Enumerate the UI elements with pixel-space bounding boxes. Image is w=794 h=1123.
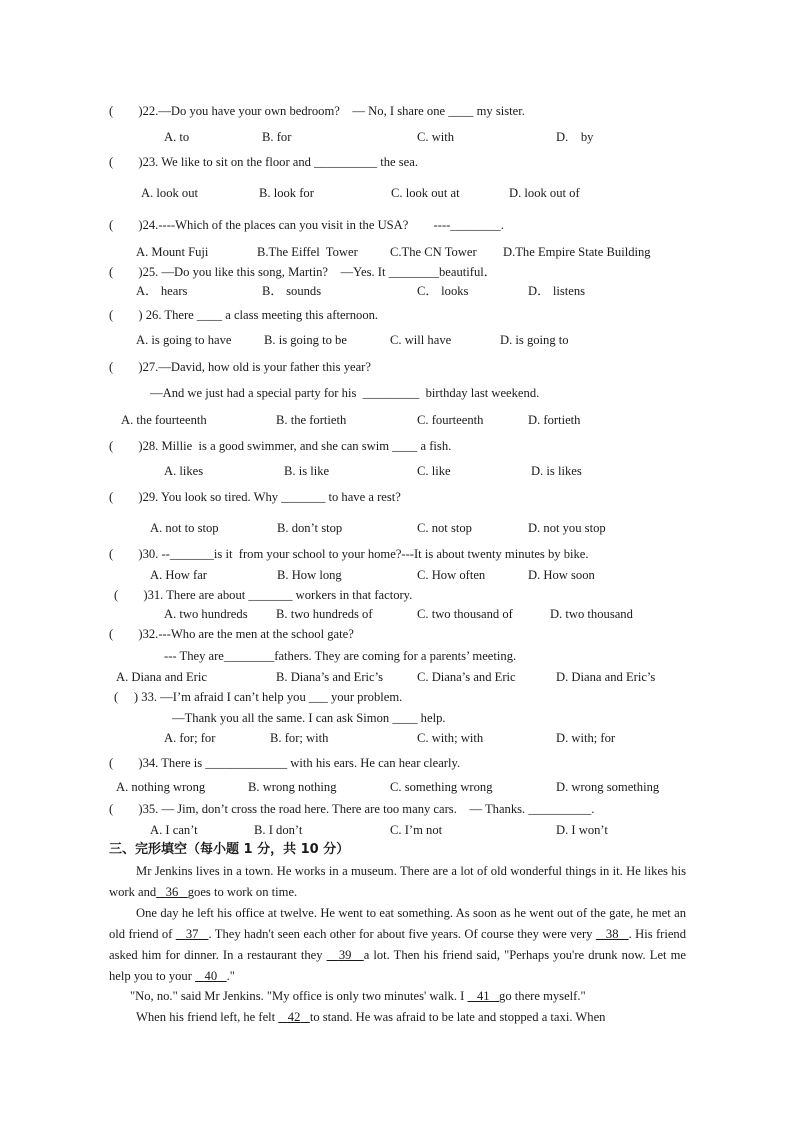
q33-option-a: A. for; for [164,731,216,745]
q31-option-c: C. two thousand of [417,607,513,621]
q31-option-d: D. two thousand [550,607,633,621]
q34-option-c: C. something wrong [390,780,493,794]
q28-option-c: C. like [417,464,451,478]
q25-option-d: D． listens [528,284,586,298]
q33-option-b: B. for; with [270,731,329,745]
cloze-blank-39: 39 [338,948,352,962]
q23-option-b: B. look for [259,186,314,200]
q35-option-d: D. I won’t [556,823,608,837]
cloze-text: a lot. Then his friend said, "Perhaps you're drunk now. Let me help you to your [109,948,686,983]
question-33-stem-reply: —Thank you all the same. I can ask Simon ____ help. [172,711,446,725]
q23-option-c: C. look out at [391,186,460,200]
q32-option-c: C. Diana’s and Eric [417,670,516,684]
q23-option-a: A. look out [141,186,199,200]
q34-option-a: A. nothing wrong [116,780,206,794]
q22-option-b: B. for [262,130,292,144]
cloze-blank-40: 40 [204,969,218,983]
q34-option-d: D. wrong something [556,780,660,794]
q32-option-d: D. Diana and Eric’s [556,670,656,684]
q27-option-b: B. the fortieth [276,413,347,427]
question-23-stem: ( )23. We like to sit on the floor and __________ the sea. [109,155,418,169]
q29-option-d: D. not you stop [528,521,606,535]
q32-option-a: A. Diana and Eric [116,670,207,684]
q25-option-a: A． hears [136,284,188,298]
question-35-stem: ( )35. — Jim, don’t cross the road here. There are too many cars. — Thanks. __________. [109,802,595,816]
question-30-stem: ( )30. --_______is it from your school to your home?---It is about twenty minutes by bike. [109,547,589,561]
q26-option-c: C. will have [390,333,452,347]
cloze-paragraph-4 [109,1007,686,1028]
cloze-text: . They hadn't seen each other for about five years. Of course they were very [208,927,596,941]
q22-option-d: D. by [556,130,594,144]
q33-option-d: D. with; for [556,731,616,745]
q26-option-a: A. is going to have [136,333,232,347]
question-33-stem: ( ) 33. —I’m afraid I can’t help you ___ your problem. [114,690,403,704]
q23-option-d: D. look out of [509,186,580,200]
q35-option-a: A. I can’t [150,823,198,837]
q35-option-b: B. I don’t [254,823,303,837]
cloze-blank-38: 38 [605,927,619,941]
q30-option-c: C. How often [417,568,486,582]
q29-option-a: A. not to stop [150,521,219,535]
q28-option-a: A. likes [164,464,204,478]
q29-option-c: C. not stop [417,521,472,535]
q32-option-b: B. Diana’s and Eric’s [276,670,384,684]
question-25-stem: ( )25. —Do you like this song, Martin? —Yes. It ________beautiful． [109,265,497,279]
q30-option-d: D. How soon [528,568,595,582]
cloze-text: "No, no." said Mr Jenkins. "My office is only two minutes' walk. I [130,989,468,1003]
cloze-text: go there myself." [499,989,586,1003]
q24-option-a: A. Mount Fuji [136,245,209,259]
cloze-paragraph-2 [109,903,686,987]
cloze-text: ." [226,969,235,983]
question-26-stem: ( ) 26. There ____ a class meeting this afternoon. [109,308,379,322]
question-27-stem-reply: —And we just had a special party for his _________ birthday last weekend. [150,386,540,400]
cloze-text: goes to work on time. [187,885,298,899]
cloze-blank-36: 36 [165,885,179,899]
question-27-stem: ( )27.—David, how old is your father this year? [109,360,371,374]
q25-option-b: B． sounds [262,284,322,298]
q26-option-b: B. is going to be [264,333,347,347]
question-29-stem: ( )29. You look so tired. Why _______ to have a rest? [109,490,401,504]
question-34-stem: ( )34. There is _____________ with his ears. He can hear clearly. [109,756,461,770]
question-24-stem: ( )24.----Which of the places can you visit in the USA? ----________. [109,218,504,232]
cloze-paragraph-1 [109,861,686,903]
cloze-text: to stand. He was afraid to be late and stopped a taxi. When [309,1010,606,1024]
question-28-stem: ( )28. Millie is a good swimmer, and she can swim ____ a fish. [109,439,452,453]
q24-option-b: B.The Eiffel Tower [257,245,358,259]
q27-option-d: D. fortieth [528,413,581,427]
cloze-text: One day he left his office at twelve. He went to eat something. As soon as he went out of the gate, he met an old friend of [109,906,686,941]
cloze-text: When his friend left, he felt [136,1010,279,1024]
q25-option-c: C． looks [417,284,469,298]
q31-option-a: A. two hundreds [164,607,248,621]
cloze-blank-42: 42 [287,1010,301,1024]
q30-option-b: B. How long [277,568,342,582]
question-32-stem-reply: --- They are________fathers. They are coming for a parents’ meeting. [164,649,517,663]
q22-option-a: A. to [164,130,190,144]
cloze-text: . His friend asked him for dinner. In a restaurant they [109,927,687,962]
question-22-stem: ( )22.—Do you have your own bedroom? — No, I share one ____ my sister. [109,104,525,118]
q30-option-a: A. How far [150,568,208,582]
q34-option-b: B. wrong nothing [248,780,337,794]
q28-option-d: D. is likes [531,464,582,478]
q24-option-c: C.The CN Tower [390,245,477,259]
question-32-stem: ( )32.---Who are the men at the school gate? [109,627,354,641]
q28-option-b: B. is like [284,464,330,478]
q26-option-d: D. is going to [500,333,569,347]
cloze-paragraph-3 [109,986,686,1007]
q29-option-b: B. don’t stop [277,521,343,535]
q24-option-d: D.The Empire State Building [503,245,651,259]
q27-option-c: C. fourteenth [417,413,484,427]
q22-option-c: C. with [417,130,455,144]
cloze-blank-37: 37 [185,927,199,941]
q35-option-c: C. I’m not [390,823,443,837]
cloze-blank-41: 41 [476,989,490,1003]
q27-option-a: A. the fourteenth [121,413,207,427]
q31-option-b: B. two hundreds of [276,607,373,621]
section-3-heading: 三、完形填空（每小题 1 分，共 10 分） [109,842,350,857]
cloze-text: Mr Jenkins lives in a town. He works in a museum. There are a lot of old wonderful things in it. He likes his work and [109,864,686,899]
question-31-stem: ( )31. There are about _______ workers in that factory. [114,588,413,602]
q33-option-c: C. with; with [417,731,484,745]
